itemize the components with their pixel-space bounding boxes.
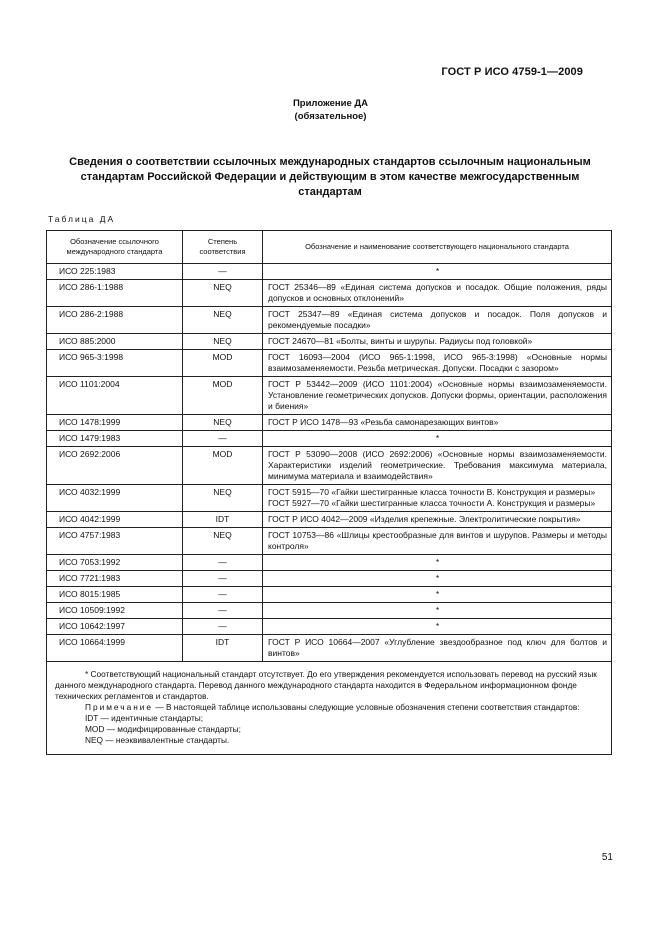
intl-standard-cell: ИСО 885:2000 bbox=[47, 334, 183, 350]
appendix-title: Приложение ДА bbox=[292, 98, 369, 109]
national-standard-text: * bbox=[435, 605, 440, 615]
national-standard-cell bbox=[263, 603, 612, 619]
national-standard-text: * bbox=[435, 621, 440, 631]
appendix-subtitle: (обязательное) bbox=[294, 111, 367, 122]
degree-cell: — bbox=[183, 603, 263, 619]
national-standard-text: ГОСТ 25346—89 «Единая система допусков и посадок. Общие положения, ряды допусков и основных отклонений» bbox=[268, 282, 607, 303]
table-row bbox=[47, 280, 612, 307]
national-standard-text: * bbox=[435, 589, 440, 599]
intl-standard-cell: ИСО 225:1983 bbox=[47, 264, 183, 280]
table-row bbox=[47, 264, 612, 280]
national-standard-text: * bbox=[435, 433, 440, 443]
table-row bbox=[47, 447, 612, 485]
column-header-intl: Обозначение ссылочного международного стандарта bbox=[47, 231, 183, 264]
table-notes bbox=[47, 662, 612, 755]
degree-cell: MOD bbox=[183, 447, 263, 485]
table-row bbox=[47, 635, 612, 662]
national-standard-cell bbox=[263, 571, 612, 587]
national-standard-text: * bbox=[435, 557, 440, 567]
national-standard-cell bbox=[263, 377, 612, 415]
national-standard-cell bbox=[263, 555, 612, 571]
table-row bbox=[47, 603, 612, 619]
legend-item: NEQ — неэквивалентные стандарты. bbox=[85, 735, 230, 745]
table-row bbox=[47, 307, 612, 334]
national-standard-cell bbox=[263, 635, 612, 662]
degree-cell: IDT bbox=[183, 635, 263, 662]
degree-cell: — bbox=[183, 571, 263, 587]
degree-cell: NEQ bbox=[183, 280, 263, 307]
national-standard-cell bbox=[263, 619, 612, 635]
standards-table bbox=[46, 230, 612, 755]
table-row bbox=[47, 587, 612, 603]
table-row bbox=[47, 415, 612, 431]
national-standard-cell bbox=[263, 431, 612, 447]
table-body bbox=[47, 264, 612, 662]
national-standard-cell bbox=[263, 528, 612, 555]
intl-standard-cell: ИСО 7053:1992 bbox=[47, 555, 183, 571]
table-row bbox=[47, 431, 612, 447]
degree-cell: — bbox=[183, 587, 263, 603]
degree-cell: — bbox=[183, 264, 263, 280]
intl-standard-cell: ИСО 1479:1983 bbox=[47, 431, 183, 447]
table-row bbox=[47, 619, 612, 635]
main-title: Сведения о соответствии ссылочных международных стандартов ссылочным национальным стандартам Российской Федерации и действующим в этом качестве межгосударственным стандартам bbox=[69, 156, 591, 198]
table-header-row bbox=[47, 231, 612, 264]
table-caption: Таблица ДА bbox=[48, 214, 116, 224]
legend-item: MOD — модифицированные стандарты; bbox=[85, 724, 241, 734]
national-standard-cell bbox=[263, 334, 612, 350]
national-standard-text: ГОСТ 25347—89 «Единая система допусков и посадок. Поля допусков и рекомендуемые посадки» bbox=[268, 309, 607, 330]
national-standard-text: ГОСТ Р ИСО 1478—93 «Резьба самонарезающих винтов» bbox=[268, 417, 499, 427]
national-standard-cell bbox=[263, 350, 612, 377]
degree-cell: — bbox=[183, 431, 263, 447]
national-standard-text: ГОСТ Р 53090—2008 (ИСО 2692:2006) «Основные нормы взаимозаменяемости. Характеристики изделий геометрические. Требования максимума материала, минимума материала и взаимодействия» bbox=[268, 449, 607, 481]
legend-item: IDT — идентичные стандарты; bbox=[85, 713, 204, 723]
national-standard-text: ГОСТ 5915—70 «Гайки шестигранные класса точности В. Конструкция и размеры» bbox=[268, 487, 596, 497]
intl-standard-cell: ИСО 1478:1999 bbox=[47, 415, 183, 431]
intl-standard-cell: ИСО 4032:1999 bbox=[47, 485, 183, 512]
degree-cell: NEQ bbox=[183, 307, 263, 334]
document-id-header: ГОСТ Р ИСО 4759-1—2009 bbox=[441, 66, 583, 78]
national-standard-cell bbox=[263, 447, 612, 485]
table-row bbox=[47, 334, 612, 350]
intl-standard-cell: ИСО 10642:1997 bbox=[47, 619, 183, 635]
intl-standard-cell: ИСО 4757:1983 bbox=[47, 528, 183, 555]
intl-standard-cell: ИСО 10509:1992 bbox=[47, 603, 183, 619]
intl-standard-cell: ИСО 2692:2006 bbox=[47, 447, 183, 485]
intl-standard-cell: ИСО 1101:2004 bbox=[47, 377, 183, 415]
table-row bbox=[47, 528, 612, 555]
table-row bbox=[47, 377, 612, 415]
degree-cell: IDT bbox=[183, 512, 263, 528]
footnote: * Соответствующий национальный стандарт отсутствует. До его утверждения рекомендуется использовать перевод на русский язык данного международного стандарта. Перевод данного международного стандарта находится в Федеральном информационном фонде технических регламентов и стандартов. bbox=[55, 669, 597, 701]
degree-cell: — bbox=[183, 619, 263, 635]
intl-standard-cell: ИСО 8015:1985 bbox=[47, 587, 183, 603]
national-standard-cell bbox=[263, 280, 612, 307]
degree-cell: NEQ bbox=[183, 334, 263, 350]
intl-standard-cell: ИСО 10664:1999 bbox=[47, 635, 183, 662]
degree-cell: — bbox=[183, 555, 263, 571]
national-standard-cell bbox=[263, 587, 612, 603]
national-standard-text: ГОСТ Р ИСО 10664—2007 «Углубление звездообразное под ключ для болтов и винтов» bbox=[268, 637, 607, 658]
national-standard-text: ГОСТ 5927—70 «Гайки шестигранные класса точности А. Конструкция и размеры» bbox=[268, 498, 596, 508]
national-standard-text: * bbox=[435, 573, 440, 583]
degree-cell: MOD bbox=[183, 377, 263, 415]
national-standard-cell bbox=[263, 415, 612, 431]
table-row bbox=[47, 485, 612, 512]
national-standard-cell bbox=[263, 512, 612, 528]
note-label: Примечание bbox=[85, 702, 154, 712]
column-header-degree: Степень соответствия bbox=[183, 231, 263, 264]
national-standard-cell bbox=[263, 307, 612, 334]
column-header-national: Обозначение и наименование соответствующего национального стандарта bbox=[263, 231, 612, 264]
intl-standard-cell: ИСО 965-3:1998 bbox=[47, 350, 183, 377]
national-standard-text: ГОСТ 16093—2004 (ИСО 965-1:1998, ИСО 965-3:1998) «Основные нормы взаимозаменяемости. Резьба метрическая. Допуски. Посадки с зазором» bbox=[268, 352, 607, 373]
national-standard-text: * bbox=[435, 266, 440, 276]
national-standard-text: ГОСТ 10753—86 «Шлицы крестообразные для винтов и шурупов. Размеры и методы контроля» bbox=[268, 530, 607, 551]
note bbox=[55, 702, 604, 713]
national-standard-cell bbox=[263, 264, 612, 280]
degree-cell: NEQ bbox=[183, 485, 263, 512]
degree-cell: NEQ bbox=[183, 528, 263, 555]
table-row bbox=[47, 512, 612, 528]
national-standard-text: ГОСТ Р ИСО 4042—2009 «Изделия крепежные. Электролитические покрытия» bbox=[268, 514, 581, 524]
national-standard-text: ГОСТ 24670—81 «Болты, винты и шурупы. Радиусы под головкой» bbox=[268, 336, 533, 346]
intl-standard-cell: ИСО 286-2:1988 bbox=[47, 307, 183, 334]
table-row bbox=[47, 555, 612, 571]
appendix-heading bbox=[0, 97, 661, 123]
page-number: 51 bbox=[601, 852, 613, 863]
intl-standard-cell: ИСО 286-1:1988 bbox=[47, 280, 183, 307]
note-text: — В настоящей таблице использованы следующие условные обозначения степени соответствия стандартов: bbox=[155, 702, 580, 712]
national-standard-cell bbox=[263, 485, 612, 512]
intl-standard-cell: ИСО 7721:1983 bbox=[47, 571, 183, 587]
intl-standard-cell: ИСО 4042:1999 bbox=[47, 512, 183, 528]
degree-cell: NEQ bbox=[183, 415, 263, 431]
national-standard-text: ГОСТ Р 53442—2009 (ИСО 1101:2004) «Основные нормы взаимозаменяемости. Установление геометрических допусков. Допуски формы, ориентации, расположения и биения» bbox=[268, 379, 607, 411]
table-row bbox=[47, 571, 612, 587]
degree-cell: MOD bbox=[183, 350, 263, 377]
table-notes-row bbox=[47, 662, 612, 755]
table-row bbox=[47, 350, 612, 377]
